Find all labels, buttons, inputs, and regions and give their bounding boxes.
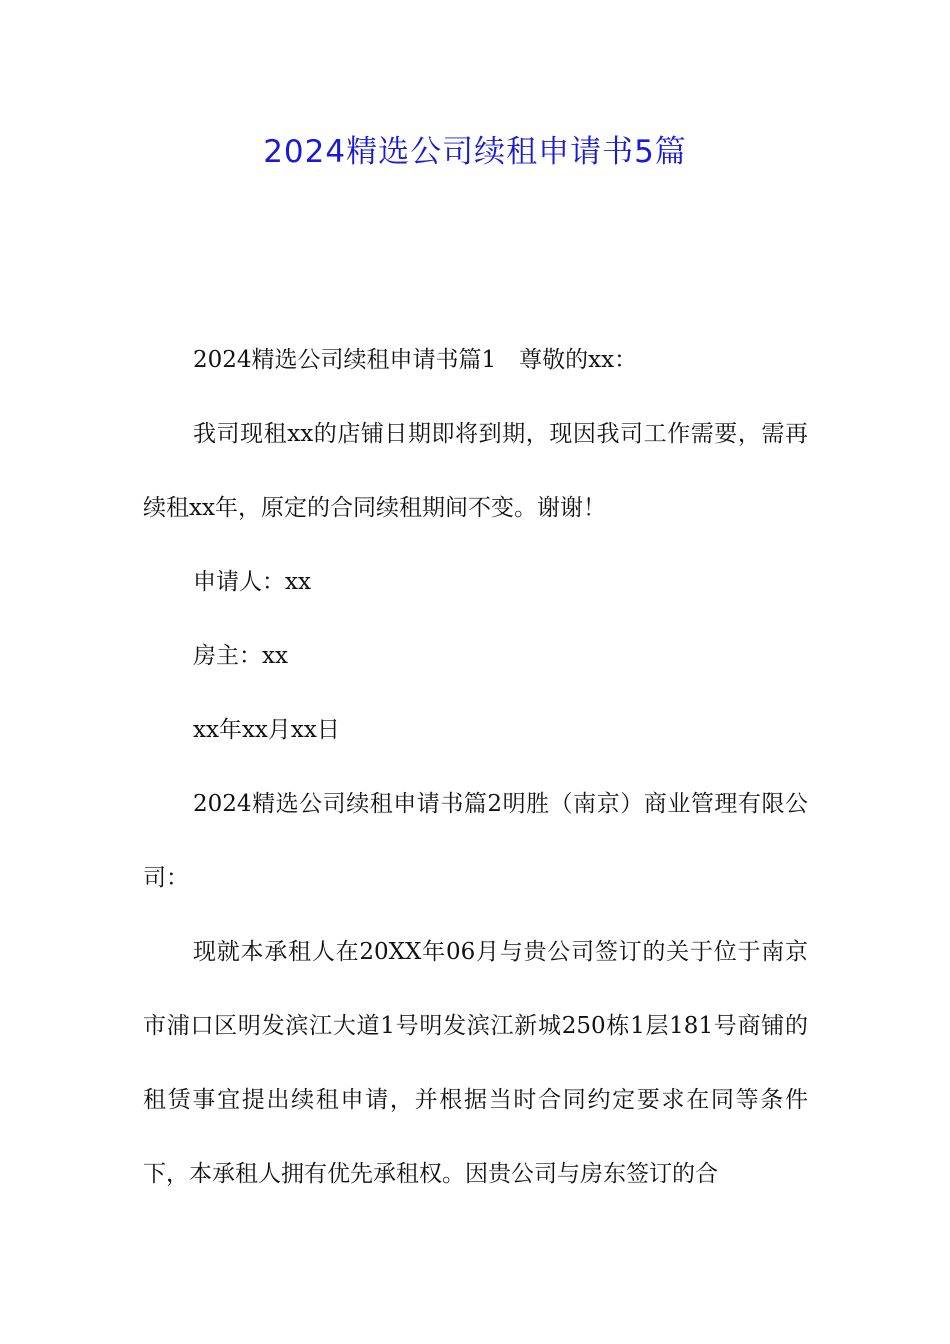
paragraph-date: xx年xx月xx日: [193, 717, 340, 743]
paragraph-second-title: 2024精选公司续租申请书篇2明胜（南京）商业管理有限公司：: [143, 791, 808, 891]
paragraph-landlord: 房主：xx: [193, 643, 288, 669]
paragraph-applicant: 申请人：xx: [193, 569, 311, 595]
document-body: [143, 323, 808, 1211]
document-title: 2024精选公司续租申请书5篇: [263, 134, 687, 170]
paragraph-request: 我司现租xx的店铺日期即将到期，现因我司工作需要，需再续租xx年，原定的合同续租期间不变。谢谢！: [143, 421, 808, 521]
paragraph-second-body: 现就本承租人在20XX年06月与贵公司签订的关于位于南京市浦口区明发滨江大道1号明发滨江新城250栋1层181号商铺的租赁事宜提出续租申请，并根据当时合同约定要求在同等条件下，本承租人拥有优先承租权。因贵公司与房东签订的合: [143, 939, 808, 1187]
paragraph-greeting: 2024精选公司续租申请书篇1 尊敬的xx：: [193, 347, 638, 373]
